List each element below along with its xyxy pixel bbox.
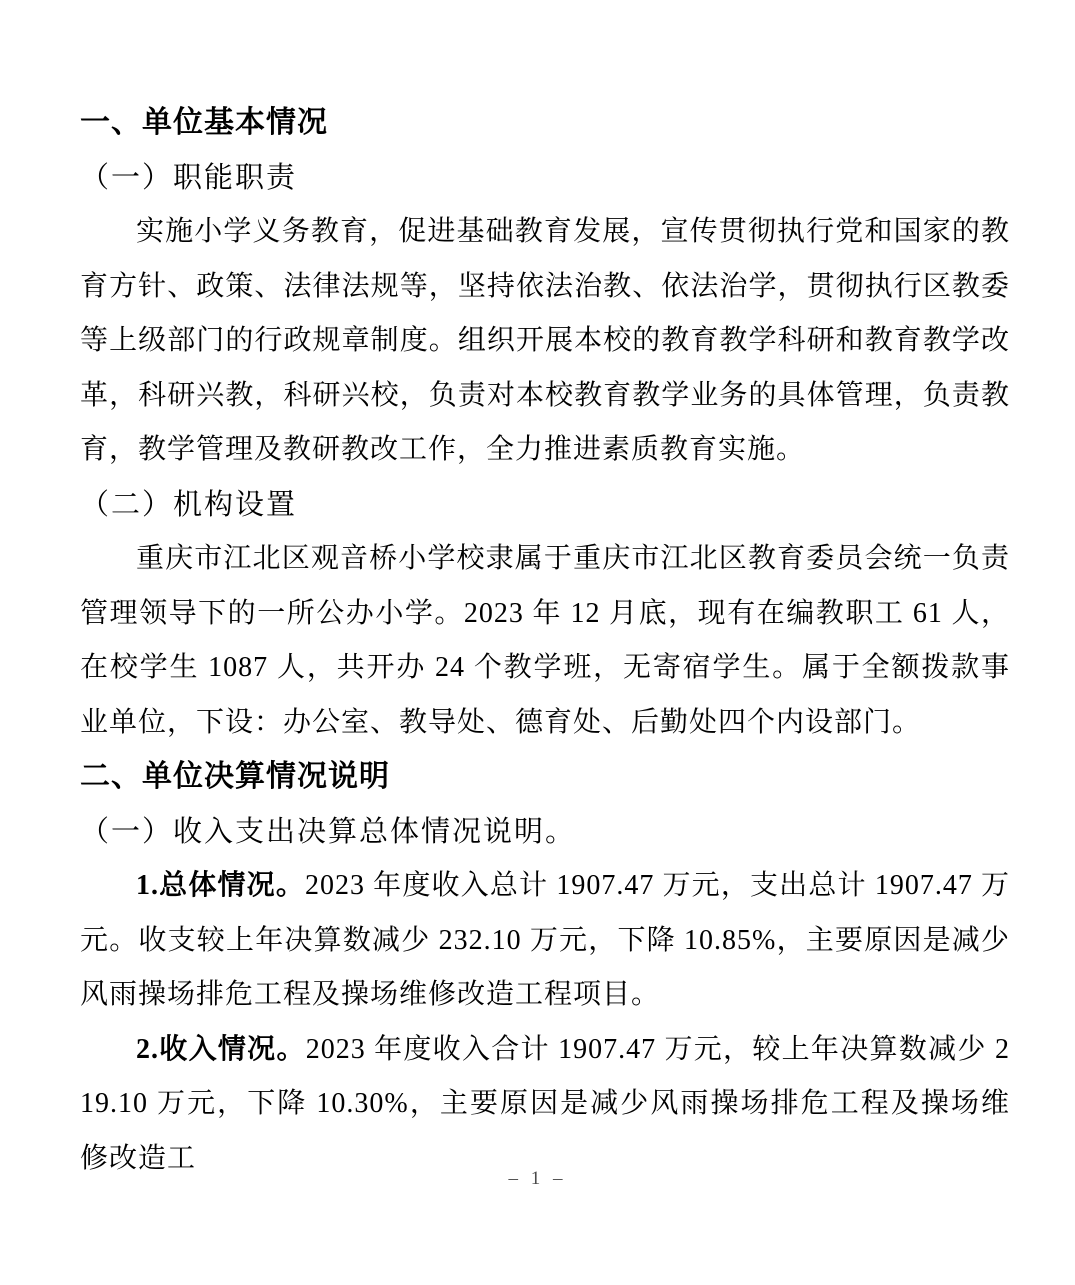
income-situation-lead: 2.收入情况。 [136,1033,306,1065]
section-2-sub-1-heading: （一）收入支出决算总体情况说明。 [80,815,577,848]
overall-situation-paragraph [80,859,1010,1023]
document-content [80,96,1010,1186]
overall-situation-lead: 1.总体情况。 [136,870,305,901]
overall-situation-text: 2023 年度收入总计 1907.47 万元，支出总计 1907.47 万元。收支较上年决算数减少 232.10 万元，下降 10.85%，主要原因是减少风雨操场排危工程及操场维修改造工程项目。 [80,870,1010,1010]
functions-duties-paragraph: 实施小学义务教育，促进基础教育发展，宣传贯彻执行党和国家的教育方针、政策、法律法规等，坚持依法治教、依法治学，贯彻执行区教委等上级部门的行政规章制度。组织开展本校的教育教学科研和教育教学改革，科研兴教，科研兴校，负责对本校教育教学业务的具体管理，负责教育，教学管理及教研教改工作，全力推进素质教育实施。 [80,216,1010,465]
section-1-sub-2-heading: （二）机构设置 [80,488,298,521]
income-situation-text: 2023 年度收入合计 1907.47 万元，较上年决算数减少 219.10 万元，下降 10.30%，主要原因是减少风雨操场排危工程及操场维修改造工 [80,1033,1010,1174]
section-1-sub-1-heading: （一）职能职责 [80,161,298,194]
section-2-heading: 二、单位决算情况说明 [80,760,390,793]
section-1-heading: 一、单位基本情况 [80,106,328,139]
organization-setup-paragraph: 重庆市江北区观音桥小学校隶属于重庆市江北区教育委员会统一负责管理领导下的一所公办小学。2023 年 12 月底，现有在编教职工 61 人，在校学生 1087 人，共开办 24 个教学班，无寄宿学生。属于全额拨款事业单位，下设：办公室、教导处、德育处、后勤处四个内设部门。 [80,543,1010,738]
page-number: – 1 – [508,1168,567,1189]
income-situation-paragraph [80,1023,1010,1187]
